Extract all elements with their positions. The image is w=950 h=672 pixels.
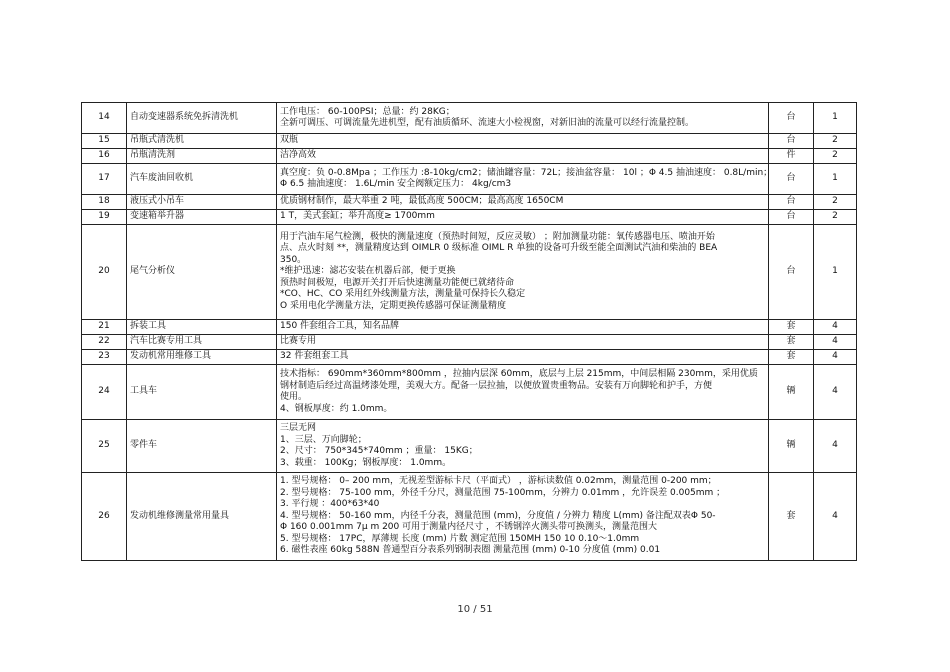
item-unit: 套: [769, 335, 814, 350]
description-line: 2、尺寸： 750*345*740mm ；重量： 15KG；: [280, 446, 478, 456]
description-line: *维护迅速：滤芯安装在机器后部，便于更换: [280, 266, 456, 277]
item-description: [277, 210, 769, 225]
item-unit: 件: [769, 149, 814, 164]
description-line: 32 件套组套工具: [280, 351, 349, 362]
description-line: 比赛专用: [280, 336, 317, 347]
item-unit: 辆: [769, 420, 814, 473]
description-line: 双瓶: [280, 135, 299, 146]
item-description: [277, 149, 769, 164]
item-number: 21: [82, 320, 127, 335]
description-line: Φ 160 0.001mm 7μ m 200 可用于测量内径尺寸 ，不锈钢淬火测头带可换测头，测量范围大: [280, 522, 657, 533]
description-line: 洁净高效: [280, 150, 317, 161]
item-unit: 套: [769, 350, 814, 365]
description-line: 5. 型号规格： 17PC，厚薄规 长度 (mm) 片数 测定范围 150MH 150 10 0.10～1.0mm: [280, 533, 640, 544]
table-row: [82, 420, 857, 473]
item-description: [277, 134, 769, 149]
item-unit: 套: [769, 473, 814, 561]
item-quantity: 2: [814, 134, 857, 149]
item-quantity: 4: [814, 350, 857, 365]
description-line: O 采用电化学测量方法，定期更换传感器可保证测量精度: [280, 300, 506, 311]
item-number: 20: [82, 225, 127, 320]
table-row: [82, 225, 857, 320]
item-number: 14: [82, 103, 127, 134]
table-row: [82, 164, 857, 195]
item-description: [277, 335, 769, 350]
description-line: 350。: [280, 254, 307, 265]
item-unit: 辆: [769, 365, 814, 420]
item-quantity: 1: [814, 164, 857, 195]
item-name: 拆装工具: [127, 320, 277, 335]
item-description: [277, 320, 769, 335]
item-name: 发动机维修测量常用量具: [127, 473, 277, 561]
item-name: 吊瓶清洗剂: [127, 149, 277, 164]
item-unit: 台: [769, 195, 814, 210]
table-row: [82, 210, 857, 225]
description-line: 4. 型号规格： 50-160 mm，内径千分表，测量范围 (mm)，分度值 / 分辨力 精度 L(mm) 备注配双表Φ 50-: [280, 510, 716, 521]
table-row: [82, 149, 857, 164]
table-row: [82, 134, 857, 149]
table-row: [82, 103, 857, 134]
item-name: 工具车: [127, 365, 277, 420]
description-line: 6. 磁性表座 60kg 588N 普通型百分表系列钢制表圈 测量范围 (mm) 0-10 分度值 (mm) 0.01: [280, 545, 661, 556]
item-name: 尾气分析仪: [127, 225, 277, 320]
description-line: 1、三层、万向脚轮；: [280, 434, 367, 445]
item-quantity: 4: [814, 473, 857, 561]
item-description: [277, 195, 769, 210]
description-line: 用于汽油车尾气检测，极快的测量速度（预热时间短，反应灵敏） ；附加测量功能：氧传感器电压、喷油开始: [280, 231, 715, 242]
item-number: 17: [82, 164, 127, 195]
item-number: 25: [82, 420, 127, 473]
item-number: 22: [82, 335, 127, 350]
item-quantity: 2: [814, 149, 857, 164]
item-description: [277, 103, 769, 134]
item-quantity: 4: [814, 365, 857, 420]
description-line: 全新可调压、可调流量先进机型，配有油质循环、流速大小检视窗，对新旧油的流量可以经行流量控制。: [280, 118, 695, 128]
item-description: [277, 473, 769, 561]
item-description: [277, 164, 773, 195]
table-row: [82, 473, 857, 561]
description-line: 4、钢板厚度：约 1.0mm。: [280, 403, 393, 414]
item-description: [277, 225, 769, 320]
item-unit: 台: [769, 225, 814, 320]
item-unit: 台: [769, 210, 814, 225]
item-quantity: 2: [814, 210, 857, 225]
description-line: Φ 6.5 抽油速度： 1.6L/min 安全阀额定压力： 4kg/cm3: [280, 179, 512, 189]
item-number: 16: [82, 149, 127, 164]
description-line: 三层无网: [280, 423, 317, 433]
item-quantity: 1: [814, 103, 857, 134]
table-row: [82, 365, 857, 420]
table-row: [82, 335, 857, 350]
item-name: 汽车废油回收机: [127, 164, 277, 195]
description-line: 1. 型号规格： 0– 200 mm，无视差型游标卡尺（平面式） ，游标读数值 0.02mm，测量范围 0-200 mm；: [280, 476, 717, 487]
description-line: 使用。: [280, 392, 308, 402]
item-number: 19: [82, 210, 127, 225]
description-line: 点、点火时刻 **，测量精度达到 OIMLR 0 级标准 OIML R 单独的设备可升级至能全面测试汽油和柴油的 BEA: [280, 243, 718, 254]
item-quantity: 1: [814, 225, 857, 320]
description-line: 真空度：负 0-0.8Mpa ；工作压力 :8-10kg/cm2；储油罐容量：72L；接油盆容量： 10l ；Φ 4.5 抽油速度： 0.8L/min；: [280, 167, 773, 178]
description-line: 钢材制造后经过高温烤漆处理，美观大方。配备一层拉抽，以便放置贵重物品。安装有万向脚轮和护手，方便: [280, 380, 713, 391]
item-name: 零件车: [127, 420, 277, 473]
description-line: *CO、HC、CO 采用红外线测量方法，测量量可保持长久稳定: [280, 289, 526, 300]
item-unit: 套: [769, 320, 814, 335]
item-number: 15: [82, 134, 127, 149]
item-description: [277, 350, 769, 365]
item-description: [277, 365, 769, 420]
item-name: 发动机常用维修工具: [127, 350, 277, 365]
item-unit: 台: [769, 164, 814, 195]
item-name: 吊瓶式清洗机: [127, 134, 277, 149]
item-quantity: 4: [814, 320, 857, 335]
item-name: 自动变速器系统免拆清洗机: [127, 103, 277, 134]
item-quantity: 4: [814, 335, 857, 350]
item-unit: 台: [769, 103, 814, 134]
equipment-spec-table: [81, 102, 857, 561]
description-line: 工作电压： 60-100PSI；总量：约 28KG；: [280, 106, 455, 117]
table-row: [82, 320, 857, 335]
item-number: 23: [82, 350, 127, 365]
table-row: [82, 195, 857, 210]
item-description: [277, 420, 769, 473]
item-quantity: 4: [814, 420, 857, 473]
description-line: 3、载重： 100Kg；钢板厚度： 1.0mm。: [280, 457, 452, 468]
description-line: 预热时间极短，电源开关打开后快速测量功能便已就绪待命: [280, 277, 515, 288]
description-line: 2. 型号规格： 75-100 mm，外径千分尺，测量范围 75-100mm，分辨力 0.01mm ，允许误差 0.005mm ；: [280, 487, 726, 498]
item-name: 变速箱举升器: [127, 210, 277, 225]
item-unit: 台: [769, 134, 814, 149]
description-line: 3. 平行规 ：400*63*40: [280, 499, 380, 510]
item-number: 24: [82, 365, 127, 420]
description-line: 1 T，美式套缸；举升高度≥ 1700mm: [280, 211, 435, 222]
table-row: [82, 350, 857, 365]
item-number: 18: [82, 195, 127, 210]
item-quantity: 2: [814, 195, 857, 210]
item-number: 26: [82, 473, 127, 561]
item-name: 汽车比赛专用工具: [127, 335, 277, 350]
description-line: 技术指标： 690mm*360mm*800mm ，拉抽内层深 60mm，底层与上层 215mm，中间层相隔 230mm，采用优质: [280, 369, 758, 379]
page-number: 10 / 51: [457, 604, 493, 615]
description-line: 优质钢材制作，最大举重 2 吨，最低高度 500CM；最高高度 1650CM: [280, 196, 564, 207]
description-line: 150 件套组合工具，知名品牌: [280, 321, 400, 332]
item-name: 液压式小吊车: [127, 195, 277, 210]
